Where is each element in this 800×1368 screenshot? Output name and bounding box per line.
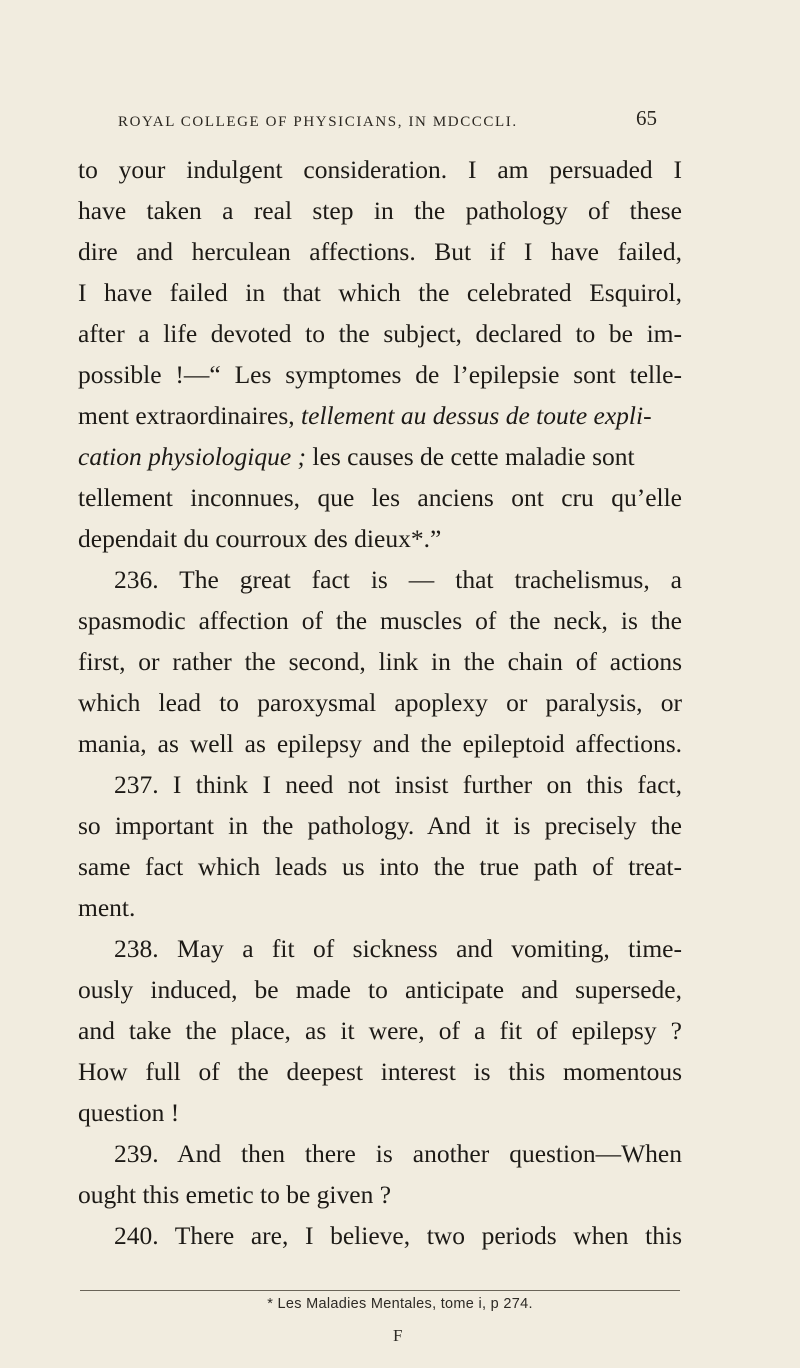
footnote: * Les Maladies Mentales, tome i, p 274. [267,1296,533,1312]
text-line: mania, as well as epilepsy and the epileptoid affections. [78,729,682,758]
text-line: first, or rather the second, link in the chain of actions [78,647,682,676]
italic-span: tellement au dessus de toute expli- [301,401,652,430]
page-number: 65 [636,106,657,130]
footnote-rule [80,1290,680,1291]
text-line: dependait du courroux des dieux*.” [78,524,442,553]
text-line: ment. [78,893,136,922]
text-line: to your indulgent consideration. I am persuaded I [78,155,682,184]
paragraph-236: 236. The great fact is — that trachelismus, a [114,565,682,594]
text-line: spasmodic affection of the muscles of the neck, is the [78,606,682,635]
text-line: dire and herculean affections. But if I have failed, [78,237,682,266]
text-line [78,437,635,477]
text-line: How full of the deepest interest is this momentous [78,1057,682,1086]
paragraph-239: 239. And then there is another question—When [114,1139,682,1168]
paragraph-237: 237. I think I need not insist further on this fact, [114,770,682,799]
text-line: I have failed in that which the celebrated Esquirol, [78,278,682,307]
italic-span: cation physiologique ; [78,442,307,471]
text-line: ought this emetic to be given ? [78,1180,392,1209]
text-line: have taken a real step in the pathology of these [78,196,682,225]
running-head [118,111,678,131]
text-line: tellement inconnues, que les anciens ont cru qu’elle [78,483,682,512]
text-line: possible !—“ Les symptomes de l’epilepsie sont telle- [78,360,682,389]
signature-mark: F [393,1326,403,1345]
paragraph-238: 238. May a fit of sickness and vomiting, time- [114,934,682,963]
text-span: ment extraordinaires, [78,401,295,430]
text-line: ously induced, be made to anticipate and supersede, [78,975,682,1004]
running-title: ROYAL COLLEGE OF PHYSICIANS, IN MDCCCLI. [118,114,518,130]
text-line: and take the place, as it were, of a fit of epilepsy ? [78,1016,682,1045]
text-line: same fact which leads us into the true path of treat- [78,852,682,881]
text-line: question ! [78,1098,180,1127]
text-line: so important in the pathology. And it is precisely the [78,811,682,840]
text-line: which lead to paroxysmal apoplexy or paralysis, or [78,688,682,717]
text-span: les causes de cette maladie sont [312,442,635,471]
text-line [78,396,652,436]
text-line: after a life devoted to the subject, declared to be im- [78,319,682,348]
paragraph-240: 240. There are, I believe, two periods when this [114,1221,682,1250]
